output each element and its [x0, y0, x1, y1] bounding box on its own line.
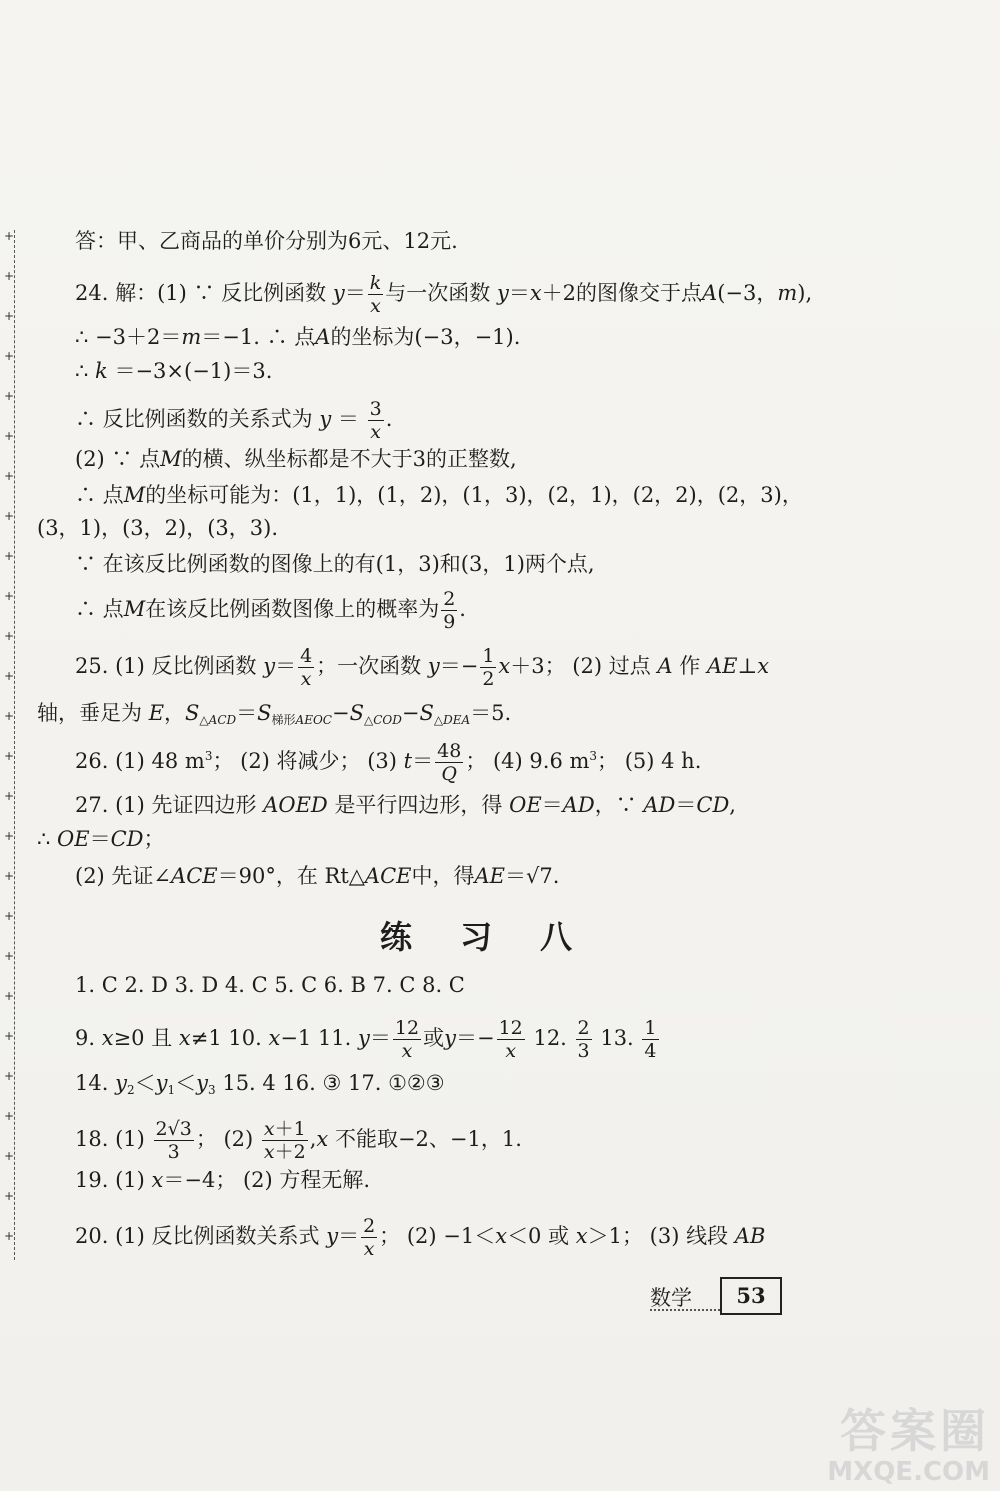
- answer-25-line: 25. (1) 反比例函数 y＝ $\frac{4}{x}$ ；一次函数 y＝− $\frac{1}{2}$ x＋3； (2) 过点 A 作 AE⊥x: [75, 645, 770, 690]
- answer-line: (3，1)，(3，2)，(3，3).: [37, 516, 278, 540]
- answer-line: 18. (1) $\frac{2√3}{3}$ ； (2) $\frac{x+1}{x+2}$ ,x 不能取−2、−1，1.: [75, 1118, 522, 1163]
- watermark-site: MXQE.COM: [827, 1457, 990, 1487]
- answer-line: ∴ OE＝CD；: [37, 827, 165, 851]
- answer-line: 轴，垂足为 E，$S_{\triangle ACD}=S_{梯形AEOC}-S_{\triangle COD}-S_{\triangle DEA}=5$.: [37, 701, 512, 727]
- answer-line: 14. $y_2<y_1<y_3$ 15. 4 16. ③ 17. ①②③: [75, 1071, 445, 1097]
- answer-line: ∴ k ＝−3×(−1)＝3.: [75, 359, 273, 383]
- answer-24-line: 24. 解：(1) ∵ 反比例函数 y＝ $\frac{k}{x}$ 与一次函数 y＝x＋2的图像交于点A(−3，m),: [75, 272, 813, 317]
- page-number: 53: [720, 1277, 782, 1315]
- answer-line: 1. C 2. D 3. D 4. C 5. C 6. B 7. C 8. C: [75, 973, 465, 997]
- watermark: [820, 1395, 990, 1487]
- answer-line: 答：甲、乙商品的单价分别为6元、12元.: [75, 229, 458, 253]
- footer-divider: [650, 1309, 720, 1311]
- answer-line: 20. (1) 反比例函数关系式 y＝ $\frac{2}{x}$ ； (2) −1＜x＜0 或 x＞1； (3) 线段 AB: [75, 1215, 766, 1260]
- answer-line: 19. (1) x＝−4； (2) 方程无解.: [75, 1168, 371, 1192]
- answer-line: ∴ 点M在该反比例函数图像上的概率为 $\frac{2}{9}$ .: [75, 588, 466, 633]
- answer-line: (2) 先证∠ACE＝90°，在 Rt△ACE中，得AE＝√7.: [75, 864, 560, 888]
- answer-line: 9. x≥0 且 x≠1 10. x−1 11. y＝ $\frac{12}{x}$ 或y＝− $\frac{12}{x}$ 12. $\frac{2}{3}$ 13. $\frac{1}{4}$: [75, 1017, 657, 1062]
- watermark-brand: 答案圈: [840, 1404, 990, 1458]
- answer-line: ∵ 在该反比例函数的图像上的有(1，3)和(3，1)两个点,: [75, 552, 595, 576]
- footer-subject: 数学: [650, 1286, 692, 1310]
- answer-line: (2) ∵ 点M的横、纵坐标都是不大于3的正整数,: [75, 447, 517, 471]
- answer-26-line: 26. (1) 48 $m^3$； (2) 将减少； (3) t＝ $\frac{48}{Q}$ ； (4) 9.6 $m^3$； (5) 4 h.: [75, 740, 702, 785]
- section-heading: 练习八: [379, 918, 620, 956]
- answer-line: ∴ −3＋2＝m＝−1. ∴ 点A的坐标为(−3，−1).: [75, 325, 521, 349]
- binding-margin: + + + + + + + + + + + + + + + + + + + + + + + + + +: [6, 230, 15, 1260]
- answer-line: ∴ 点M的坐标可能为：(1，1)，(1，2)，(1，3)，(2，1)，(2，2)，(2，3)，: [75, 483, 803, 507]
- answer-line: ∴ 反比例函数的关系式为 y ＝ $\frac{3}{x}$ .: [75, 398, 393, 443]
- answer-27-line: 27. (1) 先证四边形 AOED 是平行四边形，得 OE＝AD，∵ AD＝CD,: [75, 793, 736, 817]
